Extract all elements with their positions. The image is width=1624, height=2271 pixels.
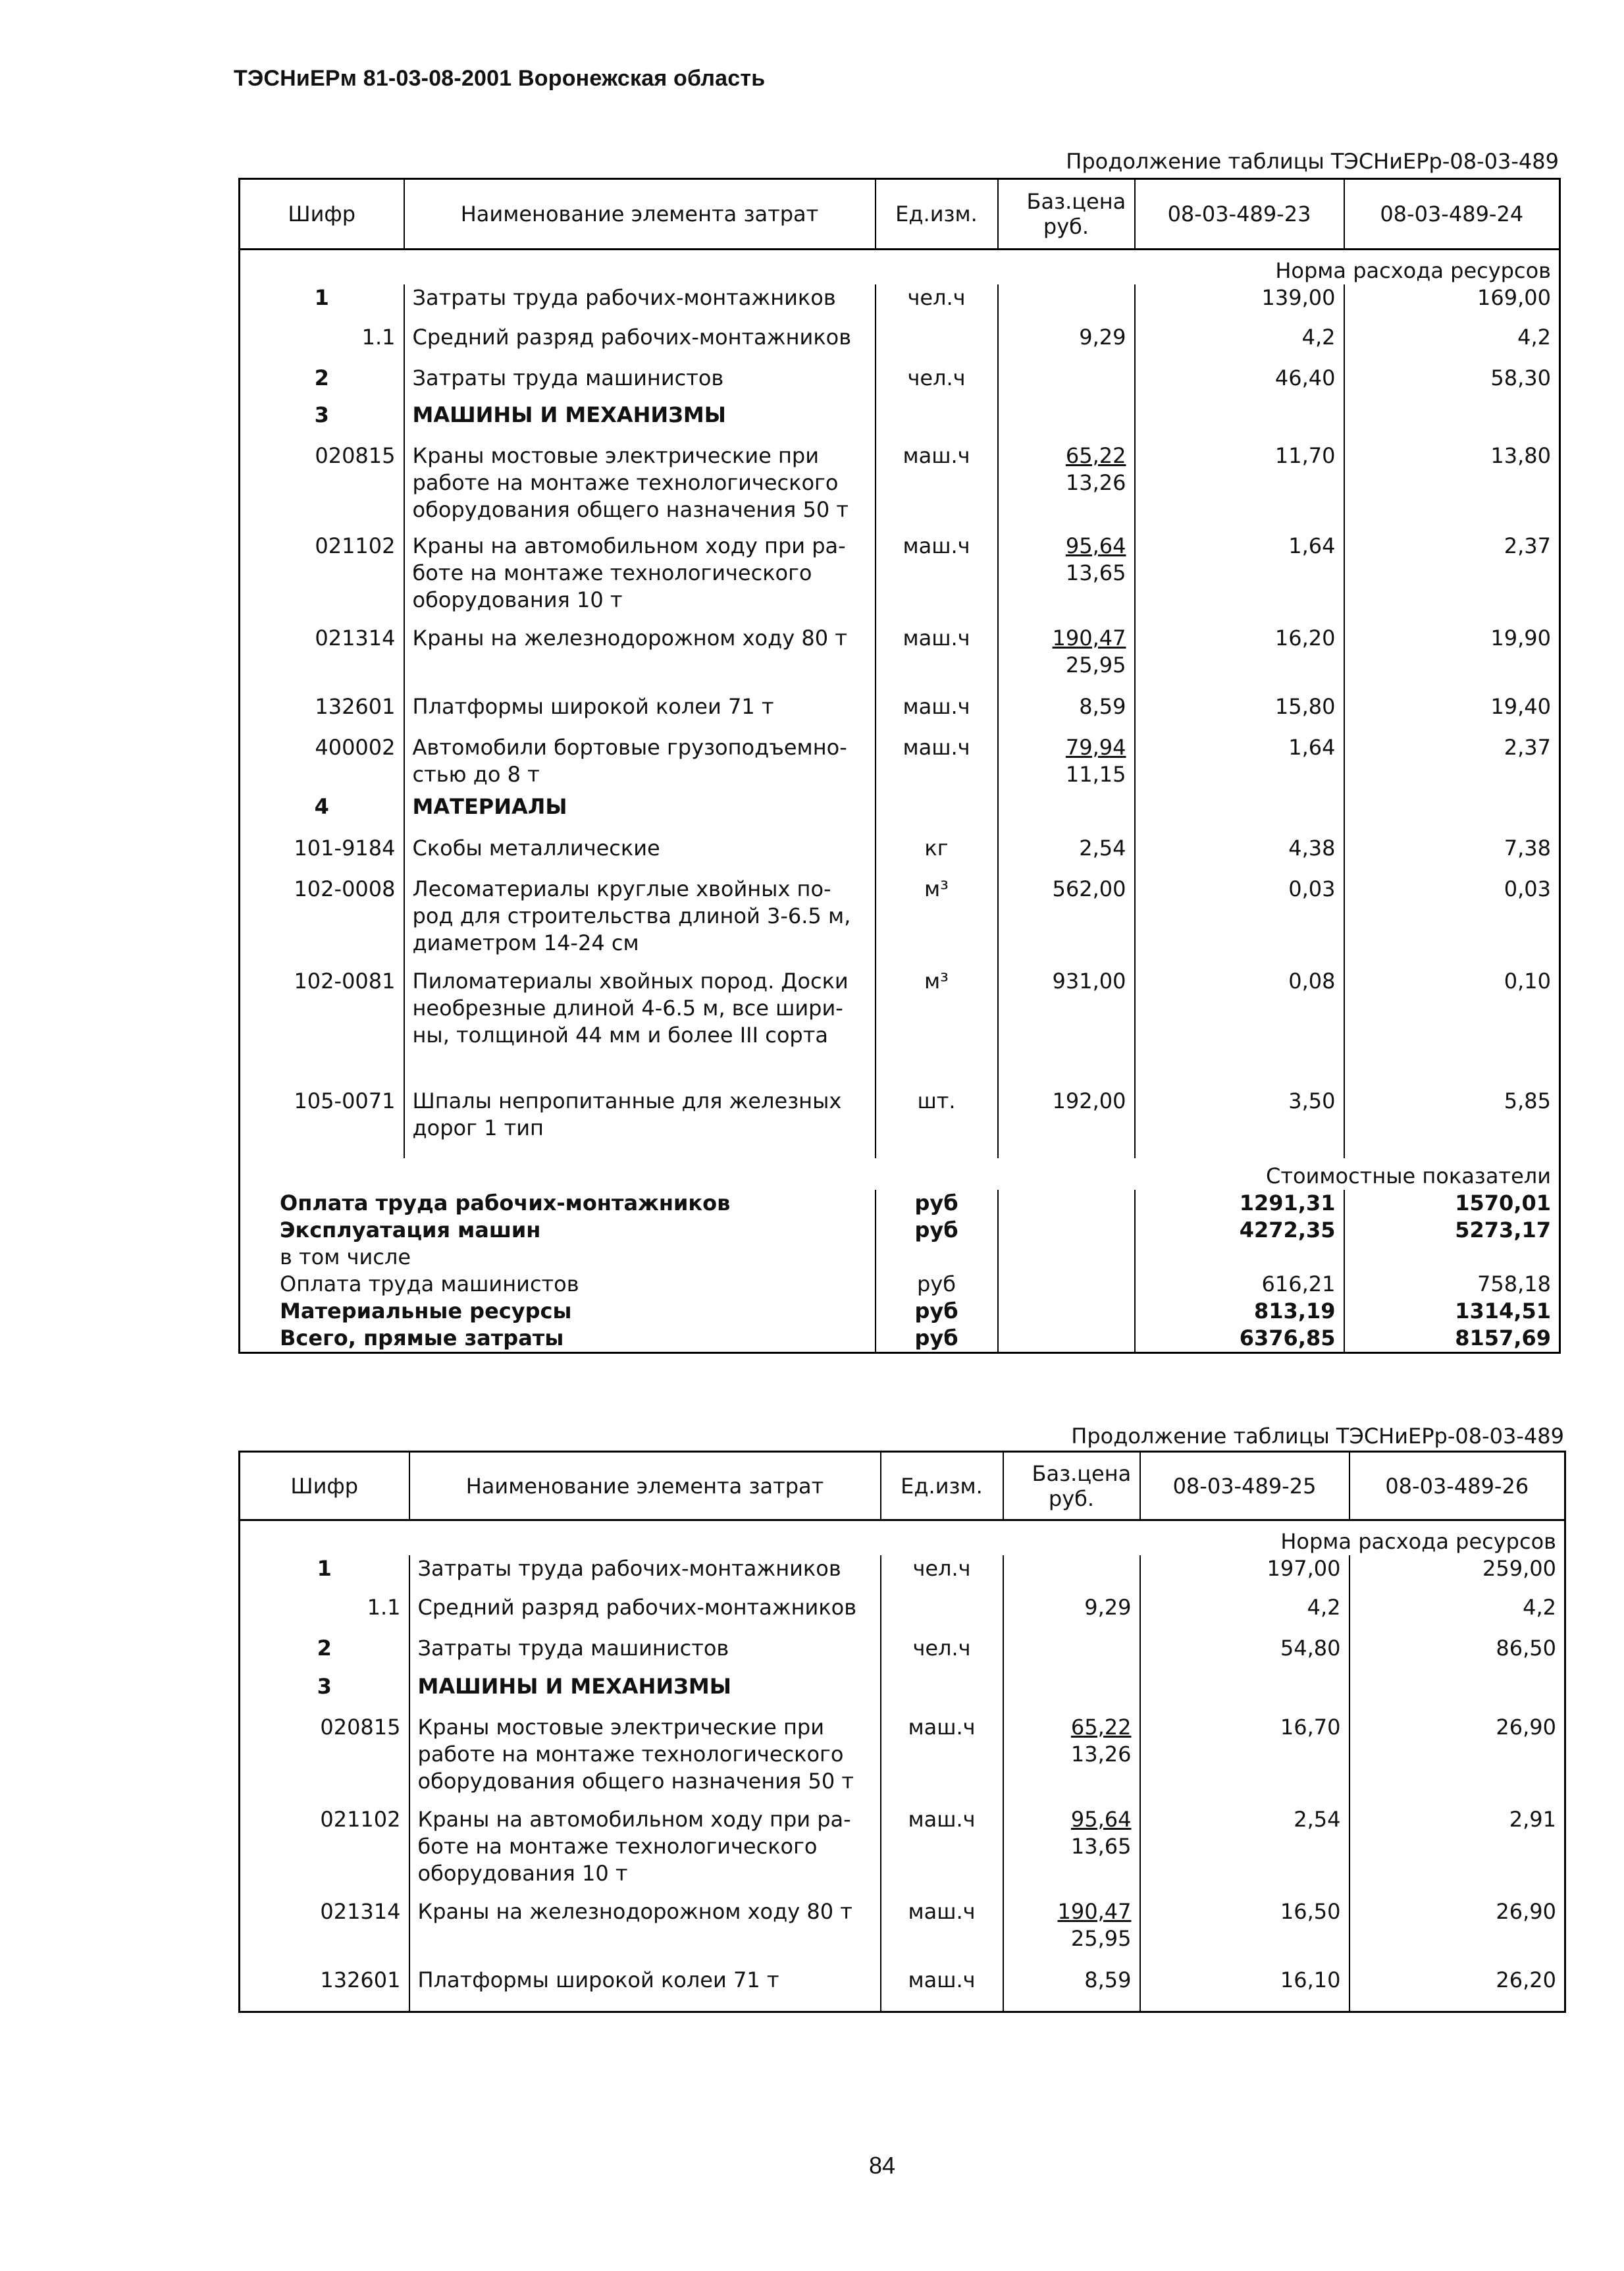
totals-label: Оплата труда рабочих-монтажников	[240, 1190, 876, 1217]
row-value-2: 259,00	[1482, 1556, 1556, 1581]
row-value-2: 86,50	[1496, 1636, 1556, 1661]
row-price	[998, 968, 1135, 1088]
table1-caption: Продолжение таблицы ТЭСНиЕРр-08-03-489	[1066, 149, 1559, 174]
price-value: 95,64	[1065, 533, 1126, 558]
totals-label: Оплата труда машинистов	[240, 1271, 876, 1298]
table-row	[240, 1806, 1565, 1898]
table2	[238, 1451, 1566, 2013]
row-price	[998, 284, 1135, 324]
totals-value-2: 8157,69	[1455, 1325, 1551, 1350]
row-value-1: 16,20	[1135, 625, 1344, 693]
row-value-1: 139,00	[1135, 284, 1344, 324]
row-value-2: 7,38	[1504, 836, 1551, 861]
table-row	[240, 533, 1560, 625]
col-header-price: Баз.цена руб.	[998, 179, 1135, 250]
row-value-2: 5,85	[1504, 1088, 1551, 1113]
row-value-1	[1135, 793, 1344, 835]
row-code: 2	[240, 1635, 409, 1673]
row-price	[1003, 1635, 1140, 1673]
row-value-2: 0,03	[1504, 876, 1551, 901]
row-price	[998, 365, 1135, 402]
price-value: 9,29	[1079, 325, 1126, 350]
row-code: 021314	[240, 1898, 409, 1967]
row-code: 102-0008	[240, 876, 404, 968]
totals-price	[998, 1298, 1135, 1325]
price-machinist-value: 13,26	[1070, 1742, 1132, 1767]
row-value-2: 4,2	[1523, 1595, 1556, 1620]
price-value: 79,94	[1065, 735, 1126, 760]
row-name: Затраты труда рабочих-монтажников	[404, 284, 876, 324]
row-code: 4	[240, 793, 404, 835]
price-value: 192,00	[1052, 1088, 1126, 1113]
row-unit: маш.ч	[876, 693, 998, 734]
row-name: МАШИНЫ И МЕХАНИЗМЫ	[409, 1673, 881, 1714]
table-row	[240, 1898, 1565, 1967]
row-price	[1003, 1555, 1140, 1594]
row-unit	[876, 324, 998, 365]
totals-row	[240, 1325, 1560, 1353]
totals-value-1: 616,21	[1135, 1271, 1344, 1298]
row-unit: м³	[876, 876, 998, 968]
row-unit: маш.ч	[881, 1898, 1003, 1967]
row-code: 1	[240, 1555, 409, 1594]
totals-price	[998, 1217, 1135, 1244]
row-name: Краны мостовые электрические при работе на монтаже технологического оборудования общего назначения 50 т	[409, 1714, 881, 1806]
row-code: 020815	[240, 1714, 409, 1806]
totals-row	[240, 1190, 1560, 1217]
row-value-2: 4,2	[1517, 325, 1551, 350]
row-code: 021102	[240, 1806, 409, 1898]
row-name: Платформы широкой колеи 71 т	[409, 1967, 881, 2012]
row-unit: чел.ч	[876, 365, 998, 402]
row-price	[1003, 1673, 1140, 1714]
totals-unit: руб	[876, 1271, 998, 1298]
row-unit: маш.ч	[876, 442, 998, 533]
price-value: 9,29	[1084, 1595, 1132, 1620]
row-price	[998, 533, 1135, 625]
row-value-1	[1135, 402, 1344, 442]
col-header-unit: Ед.изм.	[876, 179, 998, 250]
row-name: Затраты труда рабочих-монтажников	[409, 1555, 881, 1594]
price-value: 190,47	[1057, 1899, 1132, 1924]
totals-price	[998, 1271, 1135, 1298]
cost-label: Стоимостные показатели	[1266, 1163, 1551, 1189]
row-value-1: 3,50	[1135, 1088, 1344, 1158]
row-unit: шт.	[876, 1088, 998, 1158]
table-row	[240, 1714, 1565, 1806]
row-name: Краны на автомобильном ходу при ра-боте на монтаже технологического оборудования 10 т	[409, 1806, 881, 1898]
row-value-1: 54,80	[1140, 1635, 1349, 1673]
row-price	[1003, 1898, 1140, 1967]
row-price	[998, 693, 1135, 734]
row-value-2: 19,40	[1490, 694, 1551, 719]
table-row	[240, 1673, 1565, 1714]
totals-label: Всего, прямые затраты	[240, 1325, 876, 1353]
table-row	[240, 876, 1560, 968]
table-row	[240, 1967, 1565, 2012]
row-unit: чел.ч	[881, 1635, 1003, 1673]
row-value-1: 197,00	[1140, 1555, 1349, 1594]
row-code: 1.1	[240, 1594, 409, 1635]
totals-value-1: 813,19	[1135, 1298, 1344, 1325]
row-unit: чел.ч	[881, 1555, 1003, 1594]
row-name: Средний разряд рабочих-монтажников	[404, 324, 876, 365]
row-value-2	[1349, 1673, 1565, 1714]
row-name: Скобы металлические	[404, 835, 876, 876]
table-row	[240, 284, 1560, 324]
row-price	[998, 734, 1135, 793]
price-value: 2,54	[1079, 836, 1126, 861]
col-header-name: Наименование элемента затрат	[409, 1452, 881, 1520]
table-row	[240, 442, 1560, 533]
row-price	[998, 402, 1135, 442]
row-name: Краны на железнодорожном ходу 80 т	[404, 625, 876, 693]
row-value-2: 13,80	[1490, 443, 1551, 468]
row-unit	[876, 793, 998, 835]
price-value: 8,59	[1079, 694, 1126, 719]
row-value-2	[1344, 793, 1560, 835]
totals-unit: руб	[876, 1325, 998, 1353]
row-value-1: 1,64	[1135, 734, 1344, 793]
document-header: ТЭСНиЕРм 81-03-08-2001 Воронежская область	[234, 66, 766, 91]
row-code: 020815	[240, 442, 404, 533]
row-name: Средний разряд рабочих-монтажников	[409, 1594, 881, 1635]
norm-label: Норма расхода ресурсов	[1275, 258, 1551, 283]
row-value-1: 16,10	[1140, 1967, 1349, 2012]
row-code: 2	[240, 365, 404, 402]
row-code: 3	[240, 402, 404, 442]
table-row	[240, 625, 1560, 693]
table2-caption: Продолжение таблицы ТЭСНиЕРр-08-03-489	[1071, 1424, 1564, 1449]
price-machinist-value: 25,95	[1070, 1926, 1132, 1951]
totals-label: Эксплуатация машин	[240, 1217, 876, 1244]
row-code: 1	[240, 284, 404, 324]
norm-band-row	[240, 1520, 1565, 1556]
price-machinist-value: 11,15	[1065, 762, 1126, 787]
table-row	[240, 324, 1560, 365]
row-name: Краны на автомобильном ходу при ра-боте на монтаже технологического оборудования 10 т	[404, 533, 876, 625]
row-value-2: 26,20	[1496, 1967, 1556, 1992]
totals-value-2	[1344, 1244, 1560, 1271]
row-price	[1003, 1806, 1140, 1898]
col-header-variant-2: 08-03-489-24	[1344, 179, 1560, 250]
row-price	[1003, 1594, 1140, 1635]
row-value-1: 11,70	[1135, 442, 1344, 533]
totals-row	[240, 1217, 1560, 1244]
row-unit: маш.ч	[881, 1967, 1003, 2012]
row-unit: маш.ч	[881, 1806, 1003, 1898]
price-machinist-value: 25,95	[1065, 653, 1126, 678]
totals-value-1: 1291,31	[1135, 1190, 1344, 1217]
row-price	[998, 625, 1135, 693]
row-value-2: 2,91	[1509, 1807, 1556, 1832]
row-value-2: 26,90	[1496, 1715, 1556, 1740]
totals-price	[998, 1190, 1135, 1217]
row-value-2	[1344, 402, 1560, 442]
totals-value-2: 5273,17	[1455, 1217, 1551, 1242]
totals-unit: руб	[876, 1190, 998, 1217]
totals-value-2: 1570,01	[1455, 1190, 1551, 1216]
row-name: МАШИНЫ И МЕХАНИЗМЫ	[404, 402, 876, 442]
col-header-variant-1: 08-03-489-23	[1135, 179, 1344, 250]
col-header-name: Наименование элемента затрат	[404, 179, 876, 250]
row-name: Автомобили бортовые грузоподъемно-стью до 8 т	[404, 734, 876, 793]
row-price	[998, 442, 1135, 533]
row-value-2: 19,90	[1490, 626, 1551, 651]
totals-unit	[876, 1244, 998, 1271]
row-value-1: 4,2	[1140, 1594, 1349, 1635]
totals-price	[998, 1244, 1135, 1271]
norm-label: Норма расхода ресурсов	[1280, 1529, 1556, 1554]
totals-value-2: 758,18	[1477, 1271, 1551, 1296]
row-value-2: 169,00	[1477, 285, 1551, 310]
row-price	[998, 1088, 1135, 1158]
row-value-1: 46,40	[1135, 365, 1344, 402]
totals-label: Материальные ресурсы	[240, 1298, 876, 1325]
row-value-1	[1140, 1673, 1349, 1714]
row-value-1: 4,38	[1135, 835, 1344, 876]
cost-band-row	[240, 1158, 1560, 1190]
row-code: 021314	[240, 625, 404, 693]
row-price	[998, 835, 1135, 876]
table-row	[240, 402, 1560, 442]
row-value-1: 15,80	[1135, 693, 1344, 734]
row-unit: маш.ч	[876, 625, 998, 693]
totals-unit: руб	[876, 1217, 998, 1244]
row-code: 021102	[240, 533, 404, 625]
table-row	[240, 968, 1560, 1088]
row-name: Лесоматериалы круглые хвойных по-род для строительства длиной 3-6.5 м, диаметром 14-24 см	[404, 876, 876, 968]
price-machinist-value: 13,65	[1065, 560, 1126, 585]
table-row	[240, 734, 1560, 793]
row-value-2: 58,30	[1490, 365, 1551, 390]
row-name: Затраты труда машинистов	[404, 365, 876, 402]
row-code: 105-0071	[240, 1088, 404, 1158]
row-unit: маш.ч	[881, 1714, 1003, 1806]
totals-value-1	[1135, 1244, 1344, 1271]
row-name: Пиломатериалы хвойных пород. Доски необрезные длиной 4-6.5 м, все шири-ны, толщиной 44 мм и более III сорта	[404, 968, 876, 1088]
page-number: 84	[869, 2152, 896, 2179]
totals-row	[240, 1244, 1560, 1271]
table-row	[240, 793, 1560, 835]
table-row	[240, 693, 1560, 734]
totals-row	[240, 1271, 1560, 1298]
row-name: Краны на железнодорожном ходу 80 т	[409, 1898, 881, 1967]
row-price	[1003, 1967, 1140, 2012]
table-row	[240, 835, 1560, 876]
row-unit: м³	[876, 968, 998, 1088]
row-name: Затраты труда машинистов	[409, 1635, 881, 1673]
table-row	[240, 1555, 1565, 1594]
row-value-2: 2,37	[1504, 735, 1551, 760]
row-value-1: 2,54	[1140, 1806, 1349, 1898]
row-code: 132601	[240, 693, 404, 734]
totals-value-2: 1314,51	[1455, 1298, 1551, 1323]
row-unit	[881, 1673, 1003, 1714]
col-header-unit: Ед.изм.	[881, 1452, 1003, 1520]
row-value-1: 16,70	[1140, 1714, 1349, 1806]
col-header-variant-1: 08-03-489-25	[1140, 1452, 1349, 1520]
row-value-1: 4,2	[1135, 324, 1344, 365]
row-name: Шпалы непропитанные для железных дорог 1 тип	[404, 1088, 876, 1158]
row-code: 3	[240, 1673, 409, 1714]
table-row	[240, 1088, 1560, 1158]
row-price	[998, 793, 1135, 835]
row-value-1: 16,50	[1140, 1898, 1349, 1967]
price-machinist-value: 13,26	[1065, 470, 1126, 495]
row-name: Краны мостовые электрические при работе на монтаже технологического оборудования общего назначения 50 т	[404, 442, 876, 533]
row-value-2: 0,10	[1504, 969, 1551, 994]
totals-unit: руб	[876, 1298, 998, 1325]
row-price	[1003, 1714, 1140, 1806]
row-name: Платформы широкой колеи 71 т	[404, 693, 876, 734]
price-machinist-value: 13,65	[1070, 1834, 1132, 1859]
row-unit: чел.ч	[876, 284, 998, 324]
norm-band-row	[240, 250, 1560, 285]
price-value: 190,47	[1052, 626, 1126, 651]
row-price	[998, 324, 1135, 365]
row-unit: маш.ч	[876, 734, 998, 793]
row-unit	[876, 402, 998, 442]
price-value: 65,22	[1070, 1715, 1132, 1740]
table-row	[240, 365, 1560, 402]
price-value: 8,59	[1084, 1967, 1132, 1992]
row-value-1: 0,03	[1135, 876, 1344, 968]
row-value-2: 26,90	[1496, 1899, 1556, 1924]
row-price	[998, 876, 1135, 968]
table-row	[240, 1635, 1565, 1673]
price-value: 562,00	[1052, 876, 1126, 901]
price-value: 65,22	[1065, 443, 1126, 468]
row-value-1: 1,64	[1135, 533, 1344, 625]
totals-price	[998, 1325, 1135, 1353]
col-header-variant-2: 08-03-489-26	[1349, 1452, 1565, 1520]
row-code: 400002	[240, 734, 404, 793]
row-value-1: 0,08	[1135, 968, 1344, 1088]
col-header-code: Шифр	[240, 1452, 409, 1520]
row-code: 101-9184	[240, 835, 404, 876]
price-value: 95,64	[1070, 1807, 1132, 1832]
row-unit: кг	[876, 835, 998, 876]
row-unit	[881, 1594, 1003, 1635]
row-value-2: 2,37	[1504, 533, 1551, 558]
row-name: МАТЕРИАЛЫ	[404, 793, 876, 835]
row-unit: маш.ч	[876, 533, 998, 625]
price-value: 931,00	[1052, 969, 1126, 994]
totals-row	[240, 1298, 1560, 1325]
totals-value-1: 6376,85	[1135, 1325, 1344, 1353]
row-code: 1.1	[240, 324, 404, 365]
table-row	[240, 1594, 1565, 1635]
totals-label: в том числе	[240, 1244, 876, 1271]
row-code: 102-0081	[240, 968, 404, 1088]
col-header-code: Шифр	[240, 179, 404, 250]
totals-value-1: 4272,35	[1135, 1217, 1344, 1244]
table1	[238, 178, 1561, 1354]
row-code: 132601	[240, 1967, 409, 2012]
col-header-price: Баз.цена руб.	[1003, 1452, 1140, 1520]
